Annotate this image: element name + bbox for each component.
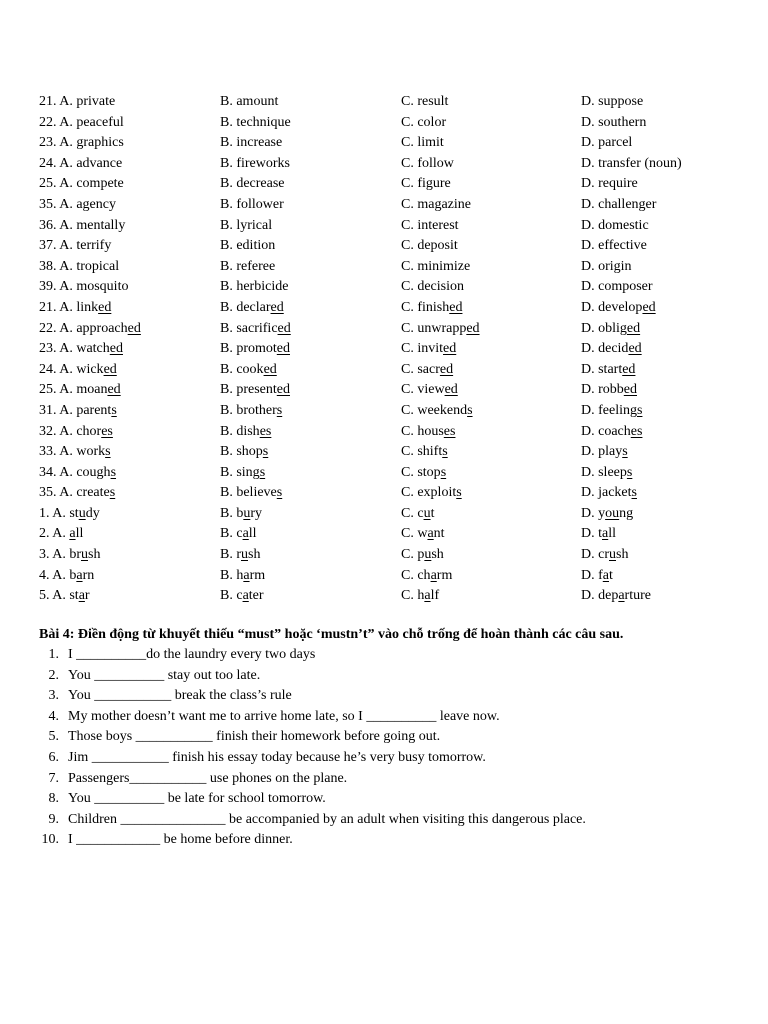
item-text: You __________ stay out too late. <box>68 667 261 683</box>
option-b: B. sings <box>220 464 266 480</box>
question-row <box>39 442 739 463</box>
item-text: You __________ be late for school tomorrow. <box>68 791 326 807</box>
option-a: 34. A. coughs <box>39 464 117 480</box>
option-a: 3. A. brush <box>39 547 101 563</box>
option-d: D. decided <box>581 341 642 357</box>
option-a: 37. A. terrify <box>39 238 112 254</box>
option-c: C. finished <box>401 299 463 315</box>
option-a: 24. A. wicked <box>39 361 117 377</box>
exercise-item <box>39 810 739 831</box>
item-text: Passengers___________ use phones on the plane. <box>68 770 348 786</box>
option-d: D. require <box>581 176 638 192</box>
option-b: B. shops <box>220 444 269 460</box>
item-number: 6. <box>48 749 59 765</box>
option-b: B. call <box>220 526 257 542</box>
exercise-item <box>39 830 739 851</box>
item-number: 7. <box>48 770 59 786</box>
option-c: C. magazine <box>401 196 471 212</box>
option-b: B. bury <box>220 505 263 521</box>
option-d: D. coaches <box>581 423 643 439</box>
option-d: D. challenger <box>581 196 657 212</box>
option-b: B. believes <box>220 485 283 501</box>
item-text: You ___________ break the class’s rule <box>68 688 292 704</box>
option-a: 31. A. parents <box>39 402 117 418</box>
exercise-item <box>39 748 739 769</box>
option-b: B. referee <box>220 258 276 274</box>
question-row <box>39 483 739 504</box>
option-c: C. half <box>401 588 440 604</box>
item-number: 8. <box>48 791 59 807</box>
option-a: 35. A. agency <box>39 196 116 212</box>
question-row <box>39 216 739 237</box>
item-number: 1. <box>48 647 59 662</box>
question-row <box>39 133 739 154</box>
item-text: I __________do the laundry every two days <box>68 647 316 662</box>
option-c: C. houses <box>401 423 456 439</box>
option-b: B. follower <box>220 196 284 212</box>
question-row <box>39 113 739 134</box>
option-a: 2. A. all <box>39 526 84 542</box>
option-c: C. result <box>401 94 449 109</box>
question-row <box>39 339 739 360</box>
option-d: D. obliged <box>581 320 641 336</box>
option-a: 32. A. chores <box>39 423 113 439</box>
option-c: C. color <box>401 114 447 130</box>
exercise-item <box>39 645 739 666</box>
question-row <box>39 277 739 298</box>
question-row <box>39 257 739 278</box>
option-d: D. young <box>581 505 634 521</box>
question-row <box>39 401 739 422</box>
option-d: D. developed <box>581 299 656 315</box>
option-d: D. southern <box>581 114 647 130</box>
option-c: C. charm <box>401 567 453 583</box>
option-d: D. feelings <box>581 402 643 418</box>
option-d: D. crush <box>581 547 629 563</box>
option-b: B. harm <box>220 567 266 583</box>
option-d: D. composer <box>581 279 653 295</box>
question-row <box>39 504 739 525</box>
item-number: 3. <box>48 688 59 704</box>
option-c: C. cut <box>401 505 435 521</box>
option-c: C. invited <box>401 341 457 357</box>
option-c: C. limit <box>401 135 444 151</box>
option-b: B. lyrical <box>220 217 273 233</box>
option-c: C. interest <box>401 217 459 233</box>
option-a: 22. A. peaceful <box>39 114 124 130</box>
option-b: B. increase <box>220 135 283 151</box>
option-d: D. origin <box>581 258 632 274</box>
option-b: B. cater <box>220 588 264 604</box>
item-number: 2. <box>48 667 59 683</box>
option-c: C. deposit <box>401 238 458 254</box>
option-a: 33. A. works <box>39 444 111 460</box>
question-row <box>39 174 739 195</box>
option-a: 35. A. creates <box>39 485 116 501</box>
item-number: 4. <box>48 708 59 724</box>
exercise-item <box>39 686 739 707</box>
option-b: B. declared <box>220 299 284 315</box>
question-row <box>39 319 739 340</box>
option-c: C. figure <box>401 176 451 192</box>
option-a: 22. A. approached <box>39 320 141 336</box>
option-c: C. weekends <box>401 402 473 418</box>
option-d: D. effective <box>581 238 647 254</box>
option-d: D. parcel <box>581 135 633 151</box>
option-a: 21. A. linked <box>39 299 112 315</box>
question-row <box>39 92 739 113</box>
question-row <box>39 380 739 401</box>
option-b: B. presented <box>220 382 290 398</box>
question-row <box>39 524 739 545</box>
option-a: 25. A. moaned <box>39 382 121 398</box>
option-b: B. technique <box>220 114 291 130</box>
option-a: 21. A. private <box>39 94 116 109</box>
exercise-item <box>39 789 739 810</box>
question-row <box>39 463 739 484</box>
option-d: D. tall <box>581 526 616 542</box>
item-text: Jim ___________ finish his essay today because he’s very busy tomorrow. <box>68 749 486 765</box>
option-d: D. plays <box>581 444 628 460</box>
option-b: B. brothers <box>220 402 283 418</box>
option-d: D. sleeps <box>581 464 633 480</box>
item-number: 9. <box>48 811 59 827</box>
option-d: D. transfer (noun) <box>581 155 682 171</box>
option-b: B. cooked <box>220 361 277 377</box>
question-row <box>39 360 739 381</box>
option-d: D. domestic <box>581 217 649 233</box>
option-a: 36. A. mentally <box>39 217 126 233</box>
option-c: C. exploits <box>401 485 462 501</box>
option-b: B. dishes <box>220 423 272 439</box>
option-c: C. follow <box>401 155 454 171</box>
question-row <box>39 195 739 216</box>
option-b: B. decrease <box>220 176 285 192</box>
option-a: 1. A. study <box>39 505 100 521</box>
option-c: C. stops <box>401 464 447 480</box>
question-row <box>39 586 739 607</box>
option-a: 5. A. star <box>39 588 90 604</box>
option-d: D. started <box>581 361 636 377</box>
option-d: D. jackets <box>581 485 637 501</box>
option-c: C. shifts <box>401 444 448 460</box>
exercise-item <box>39 769 739 790</box>
question-row <box>39 566 739 587</box>
option-c: C. want <box>401 526 445 542</box>
option-b: B. edition <box>220 238 276 254</box>
pronunciation-questions <box>39 92 739 607</box>
question-row <box>39 236 739 257</box>
item-text: Children _______________ be accompanied by an adult when visiting this dangerous place. <box>68 811 586 827</box>
option-c: C. minimize <box>401 258 471 274</box>
option-d: D. suppose <box>581 94 644 109</box>
item-number: 5. <box>48 729 59 745</box>
option-c: C. sacred <box>401 361 454 377</box>
option-b: B. rush <box>220 547 261 563</box>
option-a: 39. A. mosquito <box>39 279 129 295</box>
option-c: C. decision <box>401 279 464 295</box>
item-text: I ____________ be home before dinner. <box>68 832 293 848</box>
option-a: 24. A. advance <box>39 155 123 171</box>
option-a: 25. A. compete <box>39 176 124 192</box>
exercise-list <box>39 645 739 851</box>
option-a: 4. A. barn <box>39 567 95 583</box>
question-row <box>39 154 739 175</box>
option-c: C. unwrapped <box>401 320 480 336</box>
option-a: 23. A. graphics <box>39 135 124 151</box>
option-a: 23. A. watched <box>39 341 123 357</box>
option-d: D. robbed <box>581 382 637 398</box>
question-row <box>39 545 739 566</box>
option-c: C. viewed <box>401 382 458 398</box>
question-row <box>39 422 739 443</box>
option-b: B. sacrificed <box>220 320 291 336</box>
option-b: B. amount <box>220 94 279 109</box>
question-row <box>39 298 739 319</box>
item-text: Those boys ___________ finish their homework before going out. <box>68 729 441 745</box>
exercise-section <box>39 625 739 851</box>
exercise-item <box>39 666 739 687</box>
option-b: B. herbicide <box>220 279 289 295</box>
option-c: C. push <box>401 547 444 563</box>
option-d: D. fat <box>581 567 613 583</box>
option-b: B. fireworks <box>220 155 290 171</box>
exercise-item <box>39 707 739 728</box>
item-number: 10. <box>41 832 59 848</box>
item-text: My mother doesn’t want me to arrive home late, so I __________ leave now. <box>68 708 500 724</box>
exercise-title: Bài 4: Điền động từ khuyết thiếu “must” hoặc ‘mustn’t” vào chỗ trống để hoàn thành các câu sau. <box>39 627 624 642</box>
exercise-item <box>39 727 739 748</box>
option-a: 38. A. tropical <box>39 258 120 274</box>
option-b: B. promoted <box>220 341 290 357</box>
option-d: D. departure <box>581 588 651 604</box>
